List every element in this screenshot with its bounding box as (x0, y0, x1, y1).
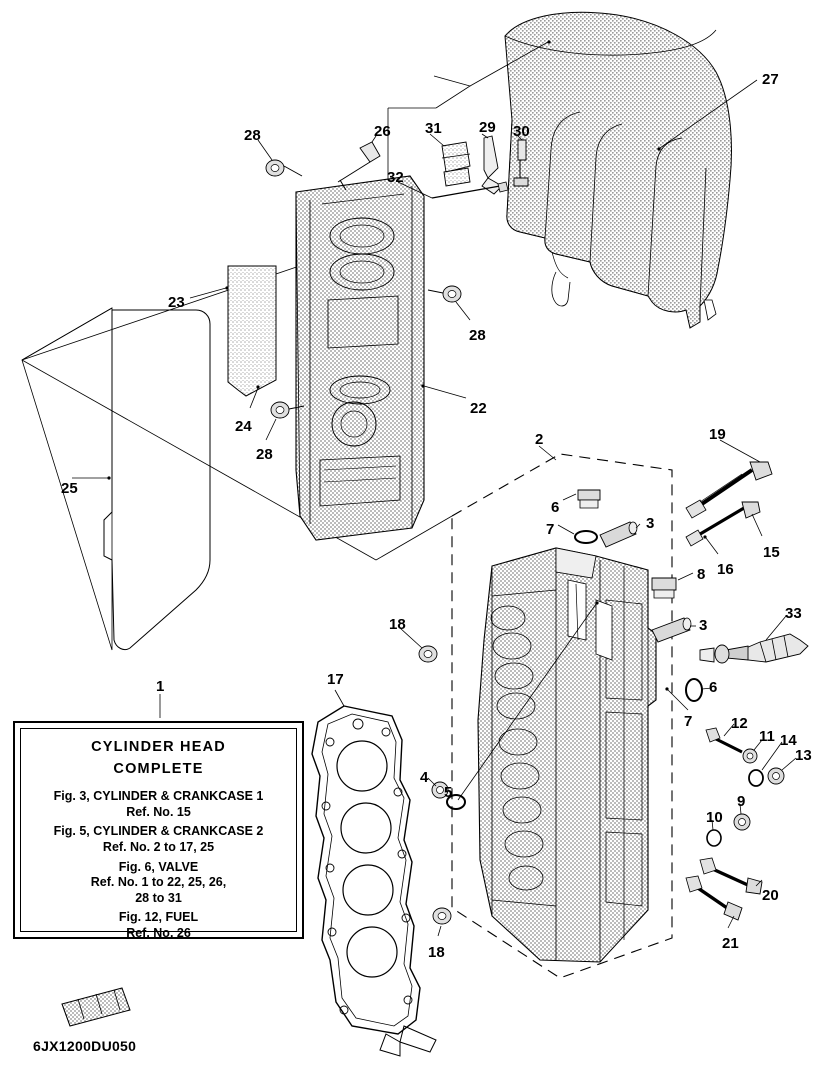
callout-22: 22 (470, 400, 487, 417)
washer-10 (707, 830, 721, 846)
callout-7: 7 (546, 521, 555, 538)
legend-entry-0 (27, 789, 290, 820)
callout-23: 23 (168, 294, 185, 311)
legend-entry-3 (27, 910, 290, 941)
callout-18: 18 (389, 616, 406, 633)
oring-6-b (686, 679, 702, 701)
callout-3: 3 (646, 515, 655, 532)
callout-15: 15 (763, 544, 780, 561)
callout-19: 19 (709, 426, 726, 443)
callout-6: 6 (709, 679, 718, 696)
legend-entry-1-sub: Ref. No. 2 to 17, 25 (102, 839, 215, 854)
legend-entry-2 (27, 860, 290, 907)
fastener-18-b (433, 908, 451, 924)
callout-13: 13 (795, 747, 812, 764)
legend-title-line1: CYLINDER HEAD (91, 739, 226, 755)
callout-20: 20 (762, 887, 779, 904)
oring-14 (749, 770, 763, 786)
callout-3: 3 (699, 617, 708, 634)
legend-entry-0-main: Fig. 3, CYLINDER & CRANKCASE 1 (53, 789, 264, 803)
legend-entry-3-main: Fig. 12, FUEL (118, 910, 199, 925)
callout-28: 28 (469, 327, 486, 344)
legend-entry-1 (27, 824, 290, 855)
callout-4: 4 (420, 769, 429, 786)
callout-33: 33 (785, 605, 802, 622)
bolt-21 (686, 876, 742, 920)
callout-32: 32 (387, 169, 404, 186)
legend-entry-2-main: Fig. 6, VALVE (118, 859, 199, 874)
callout-17: 17 (327, 671, 344, 688)
legend-title-line2: COMPLETE (113, 761, 204, 777)
fastener-9 (734, 814, 750, 830)
legend-box (13, 721, 304, 939)
callout-6: 6 (551, 499, 560, 516)
callout-28: 28 (244, 127, 261, 144)
callout-18: 18 (428, 944, 445, 961)
callout-1: 1 (156, 678, 165, 695)
callout-11: 11 (759, 728, 775, 745)
part-31-clamp (442, 142, 470, 186)
callout-14: 14 (780, 732, 797, 749)
callout-30: 30 (513, 123, 530, 140)
callout-7: 7 (684, 713, 693, 730)
fastener-28-b (428, 286, 461, 302)
callout-10: 10 (706, 809, 723, 826)
callout-24: 24 (235, 418, 252, 435)
callout-28: 28 (256, 446, 273, 463)
callout-31: 31 (425, 120, 442, 137)
part-3-a (600, 522, 637, 547)
fastener-11 (743, 749, 757, 763)
callout-5: 5 (444, 784, 453, 801)
callout-16: 16 (717, 561, 734, 578)
fastener-8 (652, 578, 676, 598)
part-23-plate (228, 266, 276, 396)
callout-2: 2 (535, 431, 544, 448)
part-27-cover (505, 12, 731, 328)
fastener-18-a (419, 646, 437, 662)
callout-9: 9 (737, 793, 746, 810)
oring-7-a (575, 531, 597, 543)
legend-inner (20, 728, 297, 940)
part-33-spark-plug (700, 634, 808, 663)
bolt-20 (700, 858, 762, 894)
fastener-13 (768, 768, 784, 784)
legend-entry-2-sub: Ref. No. 1 to 22, 25, 26, (90, 875, 227, 890)
part-22-cover (296, 176, 424, 540)
callout-26: 26 (374, 123, 391, 140)
diagram-part-number: 6JX1200DU050 (33, 1038, 137, 1054)
legend-entry-3-sub: Ref. No. 26 (126, 926, 191, 940)
fastener-6-a (578, 490, 600, 508)
fastener-28-a (266, 160, 302, 176)
callout-21: 21 (722, 935, 739, 952)
callout-25: 25 (61, 480, 78, 497)
legend-entry-0-sub: Ref. No. 15 (126, 804, 191, 819)
callout-12: 12 (731, 715, 748, 732)
legend-entry-2-sub2: 28 to 31 (135, 890, 182, 905)
callout-27: 27 (762, 71, 779, 88)
legend-entry-1-main: Fig. 5, CYLINDER & CRANKCASE 2 (53, 824, 264, 839)
decal-icon (62, 988, 130, 1026)
callout-8: 8 (697, 566, 706, 583)
part-cylinder-head-body (478, 548, 656, 962)
part-17-head-gasket (312, 706, 436, 1056)
part-25-plate (104, 310, 210, 650)
callout-29: 29 (479, 119, 496, 136)
